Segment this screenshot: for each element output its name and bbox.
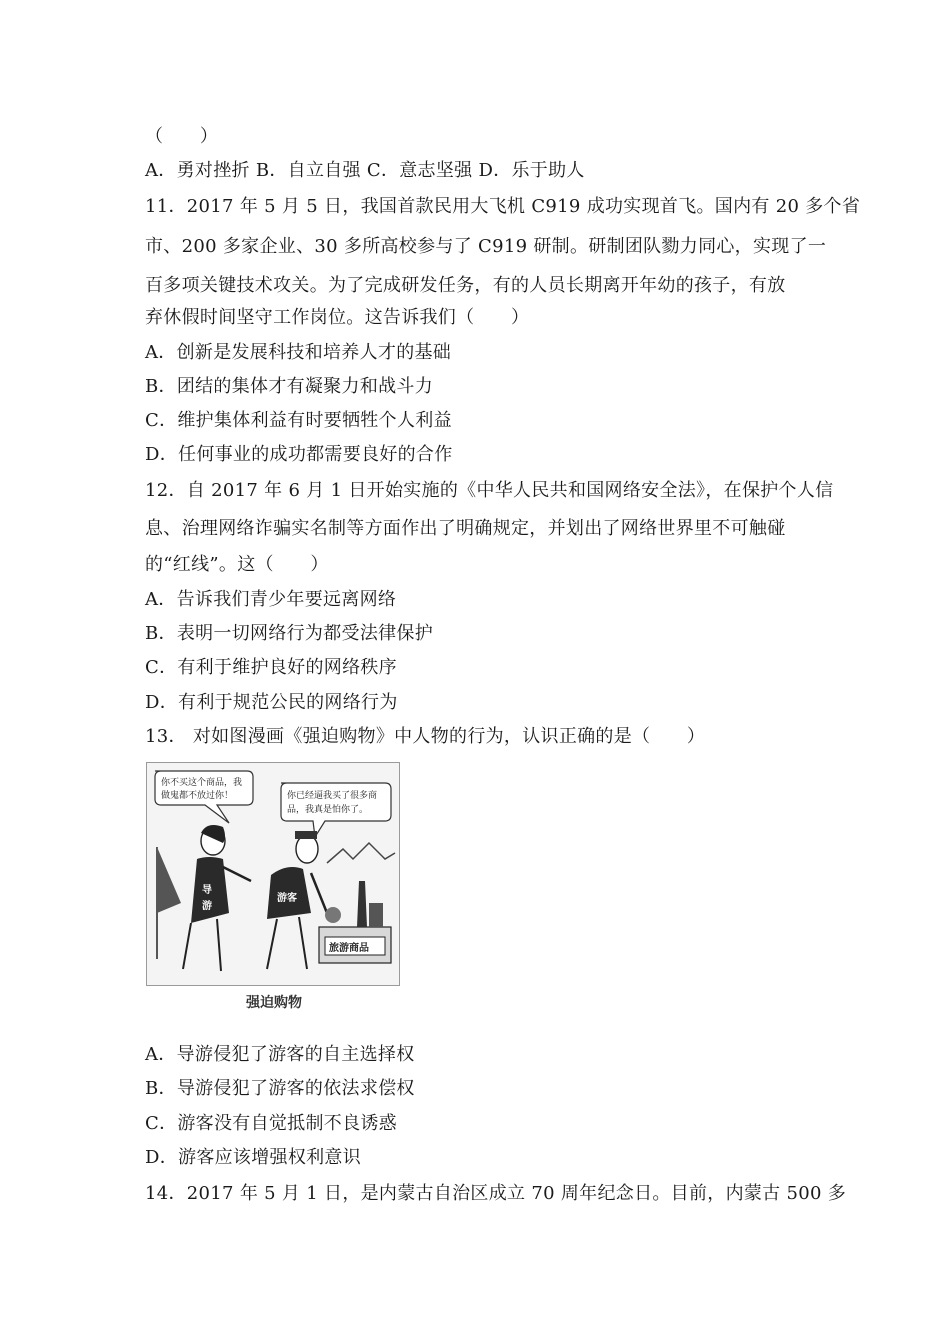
bubble-guide-text-1: 你不买这个商品，我 — [161, 778, 243, 788]
cartoon-image — [146, 762, 400, 986]
q11-stem-line-1: 11．2017 年 5 月 5 日，我国首款民用大飞机 C919 成功实现首飞。国内有 20 多个省 — [145, 196, 861, 217]
q13-option-c: C．游客没有自觉抵制不良诱惑 — [145, 1113, 397, 1134]
label-guide-1: 导 — [202, 885, 212, 896]
q12-option-d: D．有利于规范公民的网络行为 — [145, 692, 398, 713]
speech-bubble-guide — [155, 771, 253, 823]
bubble-tourist-text-2: 品，我真是怕你了。 — [287, 805, 369, 815]
q11-option-b: B．团结的集体才有凝聚力和战斗力 — [145, 376, 434, 397]
goods-stall — [319, 881, 391, 963]
bubble-tourist-text-1: 你已经逼我买了很多商 — [287, 791, 378, 801]
q11-option-c: C．维护集体利益有时要牺牲个人利益 — [145, 410, 452, 431]
label-goods: 旅游商品 — [329, 943, 369, 954]
label-tourist: 游客 — [277, 893, 297, 904]
q11-stem-line-4: 弃休假时间坚守工作岗位。这告诉我们（ ） — [145, 307, 530, 328]
speech-bubble-tourist — [281, 783, 391, 837]
q10-paren: （ ） — [145, 126, 219, 147]
q12-stem-line-2: 息、治理网络诈骗实名制等方面作出了明确规定，并划出了网络世界里不可触碰 — [145, 518, 786, 539]
q14-stem-line-1: 14．2017 年 5 月 1 日，是内蒙古自治区成立 70 周年纪念日。目前，内蒙古 500 多 — [145, 1183, 847, 1204]
q13-stem: 13． 对如图漫画《强迫购物》中人物的行为，认识正确的是（ ） — [145, 726, 706, 747]
q12-stem-line-1: 12．自 2017 年 6 月 1 日开始实施的《中华人民共和国网络安全法》，在保护个人信 — [145, 480, 834, 501]
q11-option-d: D．任何事业的成功都需要良好的合作 — [145, 444, 453, 465]
cartoon-caption: 强迫购物 — [246, 995, 302, 1011]
q12-stem-line-3: 的“红线”。这（ ） — [145, 554, 329, 575]
bubble-guide-text-2: 做鬼都不放过你！ — [161, 791, 234, 801]
q12-option-b: B．表明一切网络行为都受法律保护 — [145, 623, 434, 644]
q13-option-a: A．导游侵犯了游客的自主选择权 — [145, 1044, 415, 1065]
q10-options: A．勇对挫折 B．自立自强 C．意志坚强 D．乐于助人 — [145, 160, 585, 181]
q12-option-a: A．告诉我们青少年要远离网络 — [145, 589, 397, 610]
q11-option-a: A．创新是发展科技和培养人才的基础 — [145, 342, 452, 363]
label-guide-2: 游 — [202, 901, 212, 912]
q13-option-d: D．游客应该增强权利意识 — [145, 1147, 362, 1168]
q11-stem-line-2: 市、200 多家企业、30 多所高校参与了 C919 研制。研制团队勠力同心，实现了一 — [145, 236, 827, 257]
tourist-figure — [267, 831, 327, 969]
q12-option-c: C．有利于维护良好的网络秩序 — [145, 657, 397, 678]
q13-option-b: B．导游侵犯了游客的依法求偿权 — [145, 1078, 415, 1099]
guide-figure — [183, 825, 251, 971]
q11-stem-line-3: 百多项关键技术攻关。为了完成研发任务，有的人员长期离开年幼的孩子，有放 — [145, 275, 786, 296]
